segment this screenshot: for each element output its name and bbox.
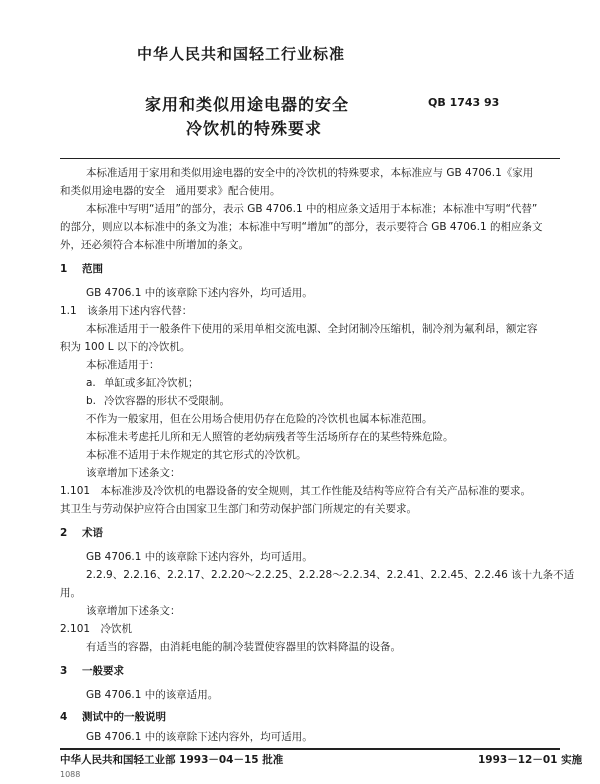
item-a-label: a. xyxy=(86,377,96,389)
section-1-title: 范围 xyxy=(82,263,103,275)
standard-code: QB 1743 93 xyxy=(428,96,500,109)
definition-text: 有适当的容器，由消耗电能的制冷装置使容器里的饮料降温的设备。 xyxy=(86,641,401,653)
intro-p2-line2: 的部分，则应以本标准中的条文为准；本标准中写明“增加”的部分，表示要符合 GB 4706.1 的相应条文 xyxy=(60,221,543,233)
section-2-number: 2 xyxy=(60,527,68,539)
intro-p2-line3: 外，还必须符合本标准中所增加的条文。 xyxy=(60,239,249,251)
section-2-line1: GB 4706.1 中的该章除下述内容外，均可适用。 xyxy=(86,551,313,563)
section-1-l5: 本标准未考虑托儿所和无人照管的老幼病残者等生活场所存在的某些特殊危险。 xyxy=(86,431,454,443)
section-1-l1: 本标准适用于一般条件下使用的采用单相交流电源、全封闭制冷压缩机，制冷剂为氟利昂，额定容 xyxy=(86,323,538,335)
section-1-line1: GB 4706.1 中的该章除下述内容外，均可适用。 xyxy=(86,287,313,299)
page-number: 1088 xyxy=(60,770,81,779)
section-3-title: 一般要求 xyxy=(82,665,124,677)
section-1-l7: 该章增加下述条文： xyxy=(86,467,181,479)
header-divider xyxy=(60,158,560,159)
clause-1-1: 1.1 该条用下述内容代替： xyxy=(60,305,193,317)
item-a-text: 单缸或多缸冷饮机； xyxy=(104,377,199,389)
clause-2-101: 2.101 冷饮机 xyxy=(60,623,133,635)
clause-1-101-line2: 其卫生与劳动保护应符合由国家卫生部门和劳动保护部门所规定的有关要求。 xyxy=(60,503,417,515)
standard-title-line1: 家用和类似用途电器的安全 xyxy=(145,95,350,114)
intro-p1-line2: 和类似用途电器的安全 通用要求》配合使用。 xyxy=(60,185,281,197)
section-1-l2: 积为 100 L 以下的冷饮机。 xyxy=(60,341,191,353)
section-1-l3: 本标准适用于： xyxy=(86,359,160,371)
intro-p2-line1: 本标准中写明“适用”的部分，表示 GB 4706.1 中的相应条文适用于本标准；本标准中写明“代替” xyxy=(86,203,538,215)
section-4-title: 测试中的一般说明 xyxy=(82,711,166,723)
section-1-number: 1 xyxy=(60,263,68,275)
section-2-title: 术语 xyxy=(82,527,103,539)
section-4-number: 4 xyxy=(60,711,68,723)
section-2-line3: 用。 xyxy=(60,587,81,599)
section-3-number: 3 xyxy=(60,665,68,677)
issuing-body-title: 中华人民共和国轻工行业标准 xyxy=(137,45,346,63)
footer-divider xyxy=(60,748,560,750)
section-2-line2: 2.2.9、2.2.16、2.2.17、2.2.20～2.2.25、2.2.28～2.2.34、2.2.41、2.2.45、2.2.46 该十九条不适 xyxy=(86,569,575,581)
clause-1-101-line1: 1.101 本标准涉及冷饮机的电器设备的安全规则，其工作性能及结构等应符合有关产品标准的要求。 xyxy=(60,485,532,497)
item-b-label: b. xyxy=(86,395,97,407)
section-4-line1: GB 4706.1 中的该章除下述内容外，均可适用。 xyxy=(86,731,313,743)
implementation-date: 1993－12－01 实施 xyxy=(478,754,583,766)
standard-title-line2: 冷饮机的特殊要求 xyxy=(186,119,323,138)
section-1-l6: 本标准不适用于未作规定的其它形式的冷饮机。 xyxy=(86,449,307,461)
section-1-l4: 不作为一般家用，但在公用场合使用仍存在危险的冷饮机也属本标准范围。 xyxy=(86,413,433,425)
section-3-line1: GB 4706.1 中的该章适用。 xyxy=(86,689,219,701)
section-2-line4: 该章增加下述条文： xyxy=(86,605,181,617)
intro-p1-line1: 本标准适用于家用和类似用途电器的安全中的冷饮机的特殊要求，本标准应与 GB 4706.1《家用 xyxy=(86,167,534,179)
item-b-text: 冷饮容器的形状不受限制。 xyxy=(104,395,230,407)
approval-line: 中华人民共和国轻工业部 1993－04－15 批准 xyxy=(60,754,284,766)
